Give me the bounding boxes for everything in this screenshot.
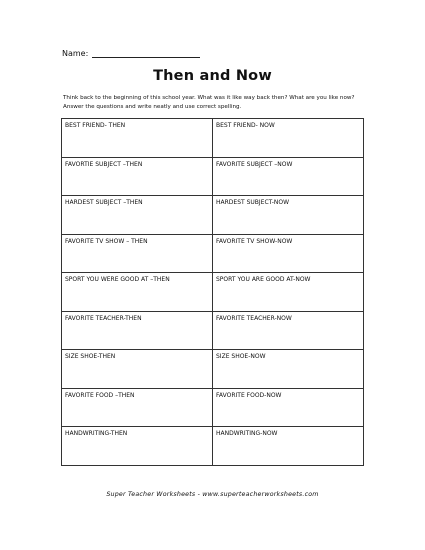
table-row xyxy=(62,311,364,350)
then-cell[interactable]: FAVORITE FOOD –THEN xyxy=(62,388,213,427)
name-label: Name: xyxy=(62,49,89,58)
name-row xyxy=(62,49,200,58)
then-cell[interactable]: FAVORITE TEACHER-THEN xyxy=(62,311,213,350)
now-cell[interactable]: FAVORITE TEACHER-NOW xyxy=(213,311,364,350)
then-cell[interactable]: HARDEST SUBJECT –THEN xyxy=(62,196,213,235)
instructions-text: Think back to the beginning of this school year. What was it like way back then? What are you like now? Answer the questions and write neatly and use correct spelling. xyxy=(63,95,355,110)
then-cell[interactable]: HANDWRITING-THEN xyxy=(62,427,213,466)
now-cell[interactable]: SIZE SHOE-NOW xyxy=(213,350,364,389)
name-blank-line[interactable] xyxy=(92,49,200,58)
now-cell[interactable]: FAVORITE SUBJECT –NOW xyxy=(213,157,364,196)
table-row xyxy=(62,196,364,235)
then-cell[interactable]: SPORT YOU WERE GOOD AT –THEN xyxy=(62,273,213,312)
now-cell[interactable]: HANDWRITING-NOW xyxy=(213,427,364,466)
then-cell[interactable]: FAVORTIE SUBJECT –THEN xyxy=(62,157,213,196)
page-title: Then and Now xyxy=(153,68,272,84)
now-cell[interactable]: FAVORITE FOOD-NOW xyxy=(213,388,364,427)
then-now-table xyxy=(61,118,364,466)
then-cell[interactable]: SIZE SHOE-THEN xyxy=(62,350,213,389)
table-row xyxy=(62,350,364,389)
now-cell[interactable]: SPORT YOU ARE GOOD AT-NOW xyxy=(213,273,364,312)
table-row xyxy=(62,157,364,196)
then-cell[interactable]: FAVORITE TV SHOW – THEN xyxy=(62,234,213,273)
table-row xyxy=(62,273,364,312)
table-row xyxy=(62,234,364,273)
now-cell[interactable]: BEST FRIEND- NOW xyxy=(213,119,364,158)
table-row xyxy=(62,427,364,466)
table-row xyxy=(62,388,364,427)
table-row xyxy=(62,119,364,158)
then-cell[interactable]: BEST FRIEND- THEN xyxy=(62,119,213,158)
now-cell[interactable]: HARDEST SUBJECT-NOW xyxy=(213,196,364,235)
now-cell[interactable]: FAVORITE TV SHOW-NOW xyxy=(213,234,364,273)
footer-credit: Super Teacher Worksheets - www.superteacherworksheets.com xyxy=(106,491,319,498)
